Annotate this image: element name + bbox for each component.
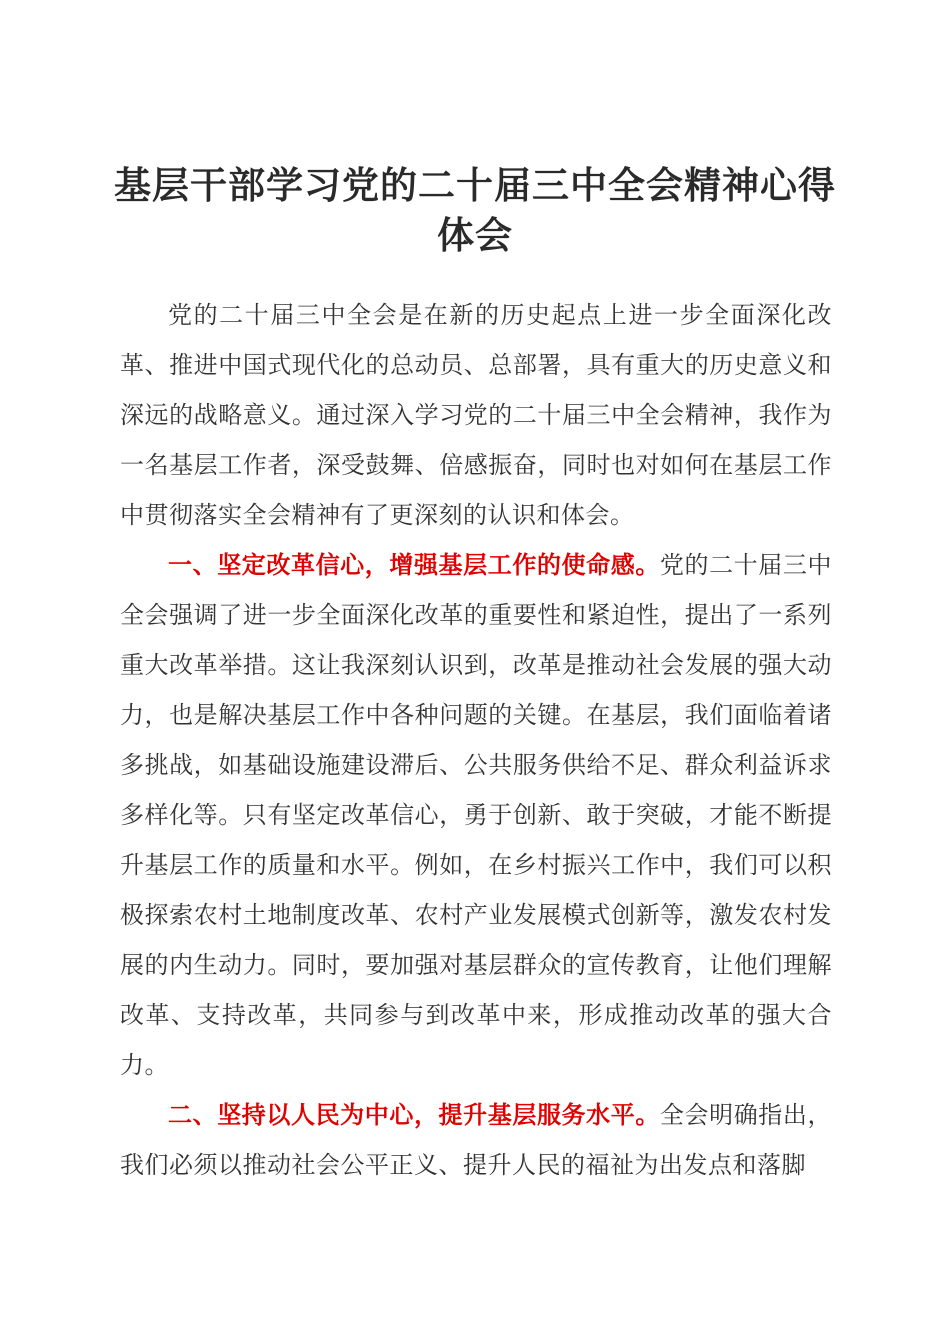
section-2-text: 全会明确指出，我们必须以推动社会公平正义、提升人民的福祉为出发点和落脚: [120, 1101, 832, 1179]
document-body: [120, 290, 832, 1190]
document-title: 基层干部学习党的二十届三中全会精神心得体会: [114, 163, 836, 257]
section-2-heading: 二、坚持以人民为中心，提升基层服务水平。: [168, 1101, 660, 1129]
section-2-paragraph: [120, 1090, 832, 1190]
section-1-paragraph: [120, 540, 832, 1090]
section-1-text: 党的二十届三中全会强调了进一步全面深化改革的重要性和紧迫性，提出了一系列重大改革举措。这让我深刻认识到，改革是推动社会发展的强大动力，也是解决基层工作中各种问题的关键。在基层，我们面临着诸多挑战，如基础设施建设滞后、公共服务供给不足、群众利益诉求多样化等。只有坚定改革信心，勇于创新、敢于突破，才能不断提升基层工作的质量和水平。例如，在乡村振兴工作中，我们可以积极探索农村土地制度改革、农村产业发展模式创新等，激发农村发展的内生动力。同时，要加强对基层群众的宣传教育，让他们理解改革、支持改革，共同参与到改革中来，形成推动改革的强大合力。: [120, 551, 832, 1079]
intro-paragraph-text: 党的二十届三中全会是在新的历史起点上进一步全面深化改革、推进中国式现代化的总动员、总部署，具有重大的历史意义和深远的战略意义。通过深入学习党的二十届三中全会精神，我作为一名基层工作者，深受鼓舞、倍感振奋，同时也对如何在基层工作中贯彻落实全会精神有了更深刻的认识和体会。: [120, 301, 832, 529]
intro-paragraph: [120, 290, 832, 540]
section-1-heading: 一、坚定改革信心，增强基层工作的使命感。: [168, 551, 660, 579]
